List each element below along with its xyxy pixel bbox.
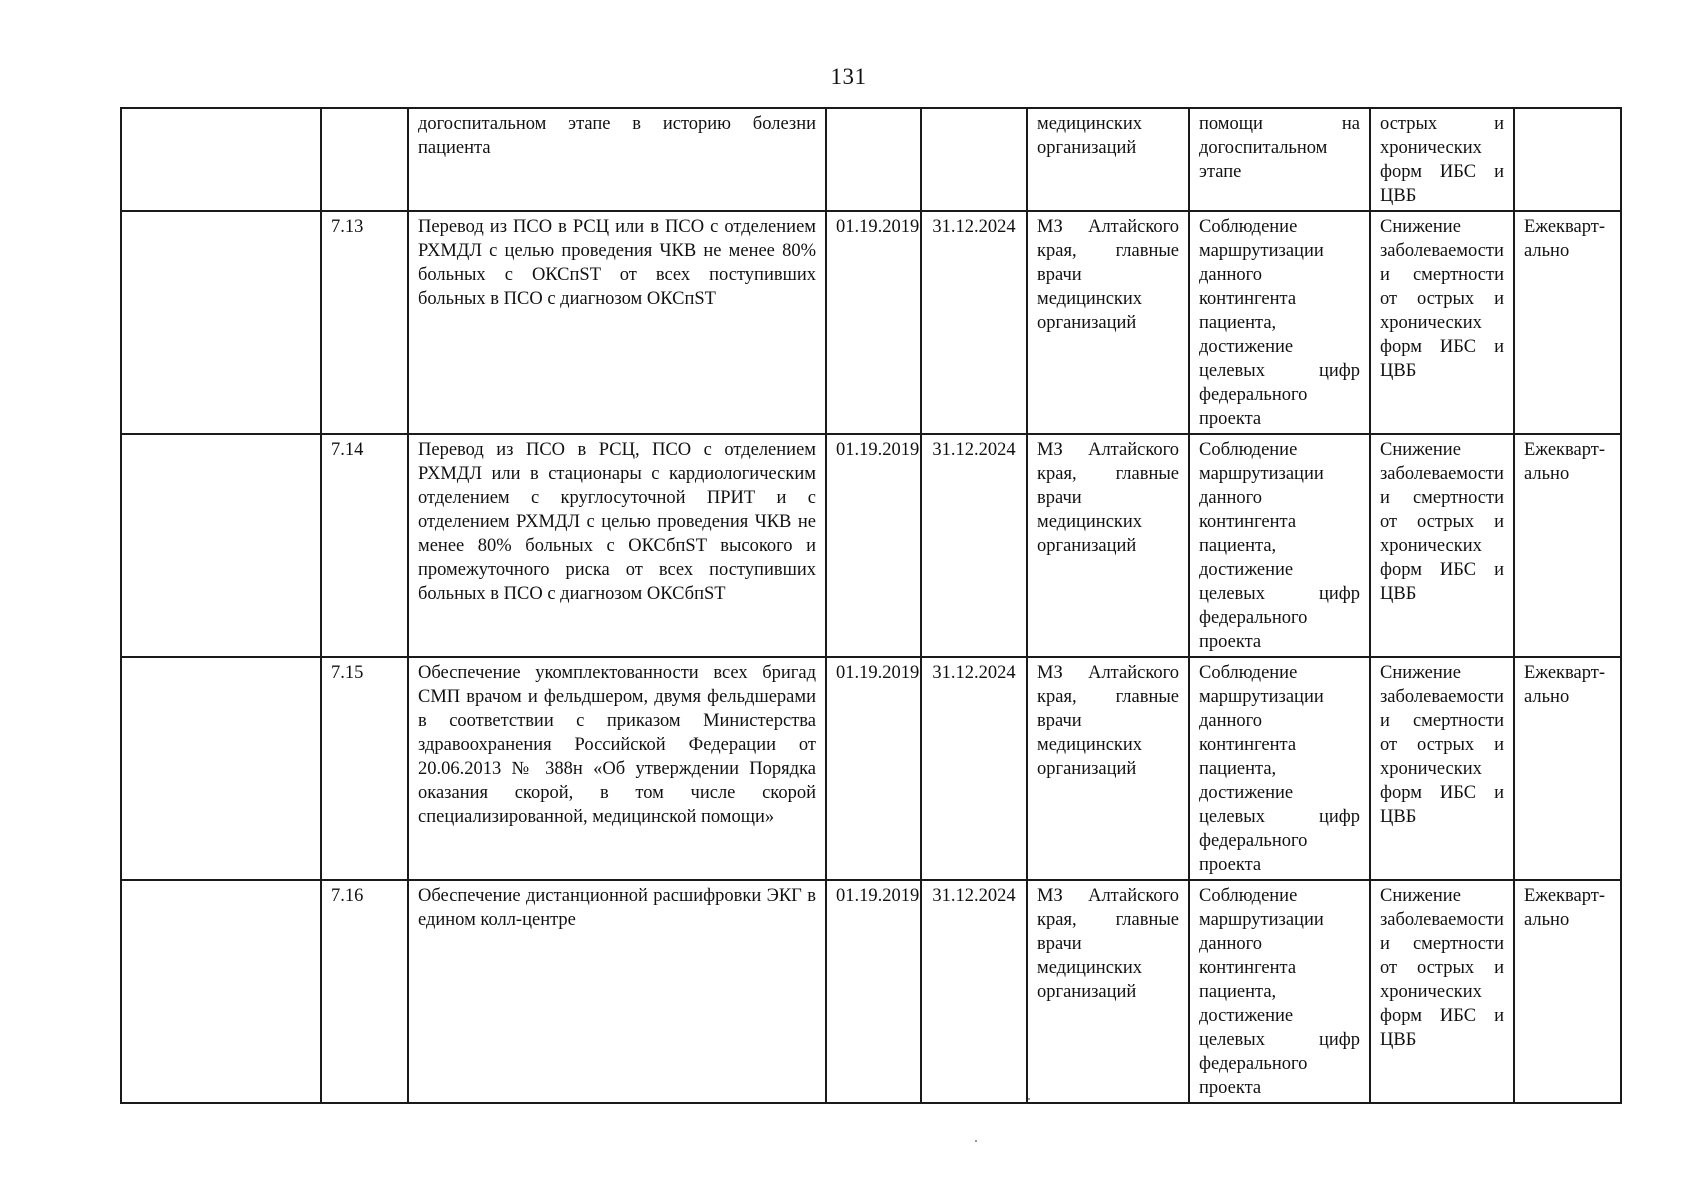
- table-row: [121, 108, 1621, 211]
- expected-result: Соблюдение маршрутизации данного контингента пациента, достижение целевых цифр федерального проекта: [1189, 880, 1370, 1103]
- reporting-frequency: Ежеквартально: [1514, 657, 1621, 880]
- expected-result: Соблюдение маршрутизации данного контингента пациента, достижение целевых цифр федерального проекта: [1189, 211, 1370, 434]
- reporting-frequency: Ежеквартально: [1514, 880, 1621, 1103]
- item-number: 7.13: [321, 211, 408, 434]
- blank-cell: [121, 657, 321, 880]
- measure-description: Обеспечение дистанционной расшифровки ЭКГ в едином колл-центре: [408, 880, 826, 1103]
- responsible-party: медицинских организаций: [1027, 108, 1189, 211]
- blank-cell: [121, 880, 321, 1103]
- start-date: [826, 108, 921, 211]
- table-row: [121, 880, 1621, 1103]
- blank-cell: [121, 108, 321, 211]
- measures-table: [120, 107, 1622, 1104]
- end-date: [921, 108, 1027, 211]
- responsible-party: МЗ Алтайского края, главные врачи медицинских организаций: [1027, 657, 1189, 880]
- end-date: 31.12.2024: [921, 434, 1027, 657]
- start-date: 01.19.2019: [826, 434, 921, 657]
- target-indicator: Снижение заболеваемости и смертности от острых и хронических форм ИБС и ЦВБ: [1370, 657, 1514, 880]
- item-number: [321, 108, 408, 211]
- reporting-frequency: Ежеквартально: [1514, 434, 1621, 657]
- expected-result: Соблюдение маршрутизации данного контингента пациента, достижение целевых цифр федерального проекта: [1189, 657, 1370, 880]
- measure-description: Обеспечение укомплектованности всех бригад СМП врачом и фельдшером, двумя фельдшерами в соответствии с приказом Министерства здравоохранения Российской Федерации от 20.06.2013 № 388н «Об утверждении Порядка оказания скорой, в том числе скорой специализированной, медицинской помощи»: [408, 657, 826, 880]
- end-date: 31.12.2024: [921, 211, 1027, 434]
- table-row: [121, 211, 1621, 434]
- table-row: [121, 434, 1621, 657]
- end-date: 31.12.2024: [921, 657, 1027, 880]
- expected-result: помощи на догоспитальном этапе: [1189, 108, 1370, 211]
- measure-description: догоспитальном этапе в историю болезни пациента: [408, 108, 826, 211]
- start-date: 01.19.2019: [826, 880, 921, 1103]
- item-number: 7.14: [321, 434, 408, 657]
- responsible-party: МЗ Алтайского края, главные врачи медицинских организаций: [1027, 211, 1189, 434]
- blank-cell: [121, 434, 321, 657]
- target-indicator: Снижение заболеваемости и смертности от острых и хронических форм ИБС и ЦВБ: [1370, 434, 1514, 657]
- start-date: 01.19.2019: [826, 657, 921, 880]
- table-row: [121, 657, 1621, 880]
- measure-description: Перевод из ПСО в РСЦ, ПСО с отделением РХМДЛ или в стационары с кардиологическим отделением с круглосуточной ПРИТ и с отделением РХМДЛ с целью проведения ЧКВ не менее 80% больных с ОКСбпST высокого и промежуточного риска от всех поступивших больных в ПСО с диагнозом ОКСбпST: [408, 434, 826, 657]
- end-date: 31.12.2024: [921, 880, 1027, 1103]
- page-number: 131: [830, 64, 867, 89]
- responsible-party: МЗ Алтайского края, главные врачи медицинских организаций: [1027, 880, 1189, 1103]
- measure-description: Перевод из ПСО в РСЦ или в ПСО с отделением РХМДЛ с целью проведения ЧКВ не менее 80% больных с ОКСпST от всех поступивших больных в ПСО с диагнозом ОКСпST: [408, 211, 826, 434]
- scan-speck: [1028, 1098, 1030, 1100]
- blank-cell: [121, 211, 321, 434]
- responsible-party: МЗ Алтайского края, главные врачи медицинских организаций: [1027, 434, 1189, 657]
- reporting-frequency: [1514, 108, 1621, 211]
- target-indicator: Снижение заболеваемости и смертности от острых и хронических форм ИБС и ЦВБ: [1370, 880, 1514, 1103]
- item-number: 7.15: [321, 657, 408, 880]
- target-indicator: Снижение заболеваемости и смертности от острых и хронических форм ИБС и ЦВБ: [1370, 211, 1514, 434]
- reporting-frequency: Ежеквартально: [1514, 211, 1621, 434]
- expected-result: Соблюдение маршрутизации данного контингента пациента, достижение целевых цифр федерального проекта: [1189, 434, 1370, 657]
- target-indicator: острых и хронических форм ИБС и ЦВБ: [1370, 108, 1514, 211]
- start-date: 01.19.2019: [826, 211, 921, 434]
- item-number: 7.16: [321, 880, 408, 1103]
- scan-speck: [975, 1140, 977, 1142]
